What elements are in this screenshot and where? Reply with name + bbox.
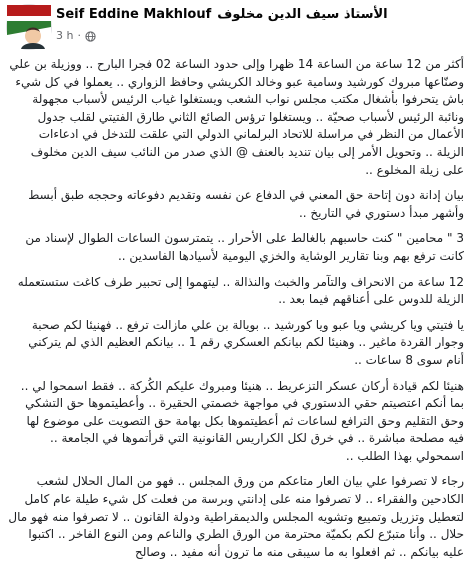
author-name[interactable] — [56, 5, 470, 25]
post-paragraph: هنيئا لكم قيادة أركان عسكر التزعريط .. هنيئا ومبروك عليكم الكُركة .. فقط اسمحوا لي .. بما أنكم اعتصيتم حقي الدستوري في مواجهة خصمتي الحقيرة .. وأعطيتموها حق التشكي وحق التقليم وحق الترافع لساعات ثم أعطيتموها بكل بهامة حق التصويت على موضوع لها فيه مصلحة مباشرة .. في خرق لكل الكراريس القانونية التي قرأتموها في الجامعة .. اسمحولي بهذا الطلب .. — [20, 378, 464, 463]
author-name-arabic[interactable]: الأستاذ سيف الدين مخلوف — [217, 7, 388, 22]
post-header — [0, 0, 476, 58]
post-paragraph: 3 " محامين " كنت حاسبهم بالغالط على الأحرار .. يتمترسون الساعات الطوال لإسناد من كانت ترفع بهم وبنا تقارير الوشاية والخزي اليومية لأسيادها الفاسدين .. — [25, 231, 464, 263]
post-paragraph: يا فتيتي ويا كريشي ويا عبو ويا كورشيد .. بويالة بن علي مازالت ترفع .. فهنيئا لكم صحبة وجوار القردة ماغير .. وهنيئا لكم بيانكم العسكري رقم 1 .. بيانكم العظيم الذي لم يتركني أنام سوى 8 ساعات .. — [28, 317, 464, 367]
post-time[interactable]: 3 h — [56, 29, 74, 42]
post-paragraph: رجاء لا تصرفوا علي بيان العار متاعكم من ورق المجلس .. فهو من المال الحلال لشعب الكادحين والفقراء .. لا تصرفوا منه على إدانتي وبرسة من فعلت كل شيء طيلة عام كامل لتعطيل وتزريل وتمييع وتشويه المجلس والديمقراطية ودولة القانون .. لا تصرفوا منه فهو مال حلال .. وأنا متبرّع لكم بكميّة محترمة من الورق الطري والناعم ومن النوع الفاخر .. اكتبوا عليه بيانكم .. ثم افعلوا به ما سيبقى منه ما ترون أنه مفيد .. وصالح — [8, 474, 464, 559]
meta-separator: · — [77, 29, 81, 42]
profile-photo-icon — [7, 5, 51, 49]
author-name-latin[interactable]: Seif Eddine Makhlouf — [56, 7, 212, 22]
post-body — [8, 56, 464, 565]
author-avatar[interactable] — [6, 4, 52, 50]
post-paragraph: 12 ساعة من الانحراف والتآمر والخبث والنذالة .. ليتهموا إلى تحبير طرف كاغت ستستعمله الزيلة للدوس على أعناقهم فيما بعد .. — [17, 274, 464, 307]
post-paragraph: أكثر من 12 ساعة من الساعة 14 ظهرا وإلى حدود الساعة 02 فجرا البارح .. ووزيلة بن علي وصنّاعها مبروك كورشيد وسامية عبو وخالد الكريشي وحافظ الزواري .. يعملوا في كل شيء باش يتحرفوا بأشغال مكتب مجلس نواب الشعب ويستغلوا غياب الرئيس لأسباب مجهولة ونائبة الرئيس لأسباب صحيّة .. ويستغلوا ترؤس الصائع الثاني طارق الفتيتي لقلب جدول الأعمال من النظر في مراسلة للاتحاد البرلماني الدولي التي علقت للتدخل في ادعاءات الزيلة .. وتحويل الأمر إلى بيان تنديد بالعنف @ الذي صدر من النائب سيف الدين مخلوف على زيلة المخلوع .. — [9, 57, 464, 177]
globe-icon[interactable] — [85, 31, 96, 42]
post-meta — [56, 28, 96, 44]
post-paragraph: بيان إدانة دون إتاحة حق المعني في الدفاع عن نفسه وتقديم دفوعاته وحججه طبق أبسط وأشهر مبدأ دستوري في التاريخ .. — [28, 188, 464, 220]
